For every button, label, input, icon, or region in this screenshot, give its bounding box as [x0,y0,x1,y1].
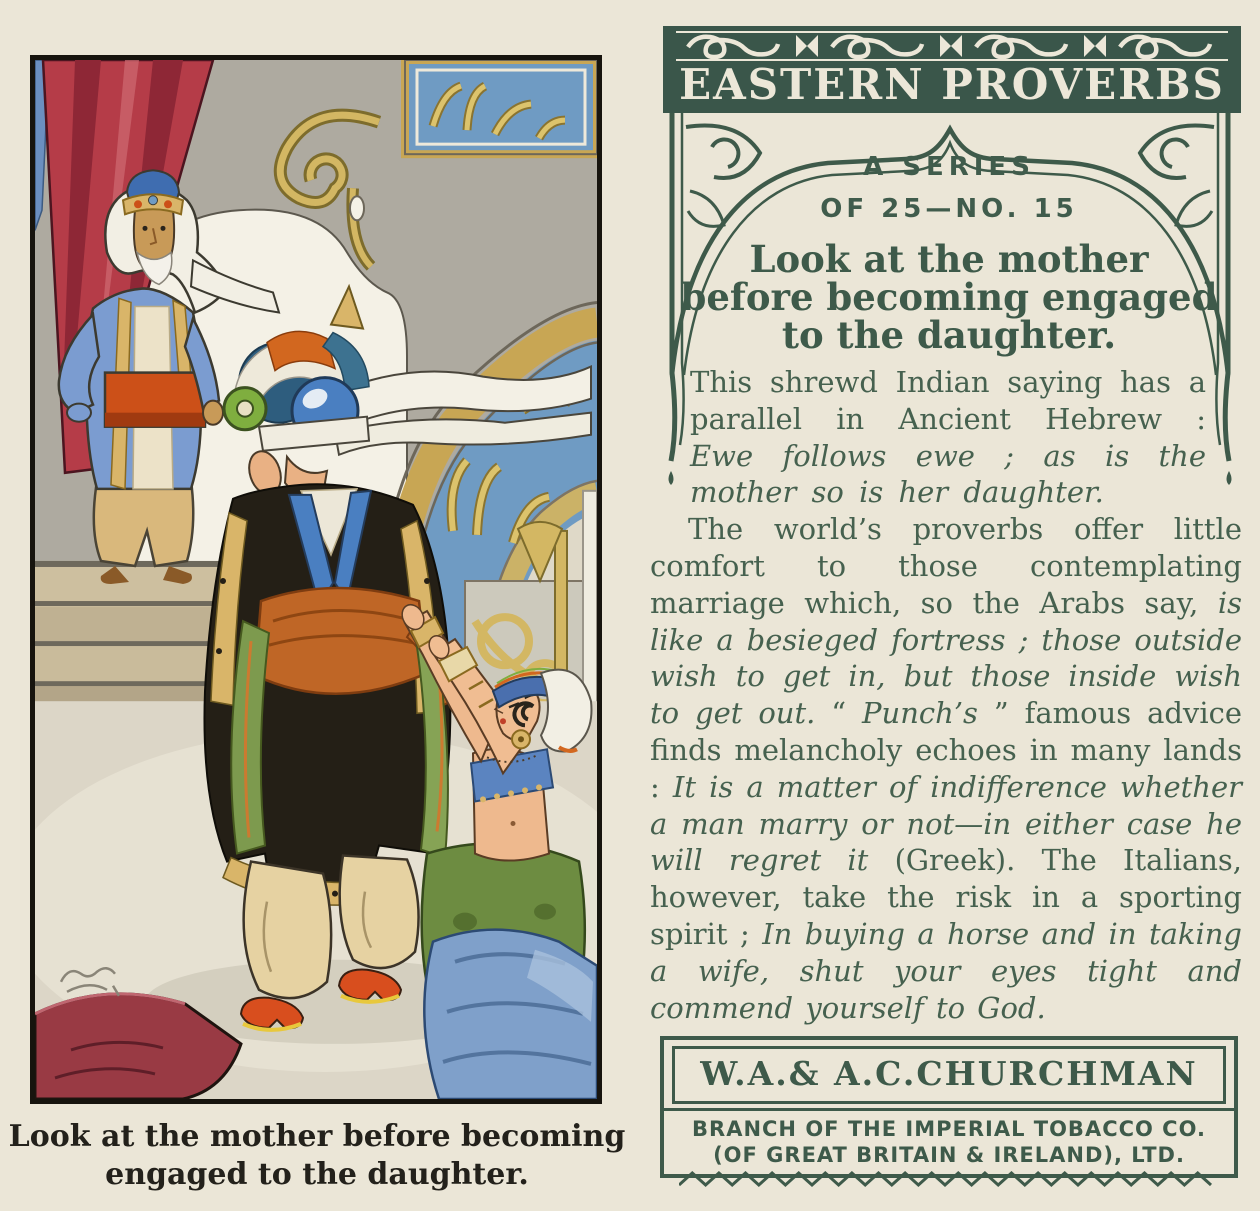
italic-text-segment: It is a matter of indifference whether a man marry or not—in either case he will regret it [650,769,1242,878]
proverb-title [680,237,1218,357]
illustration-svg [35,60,597,1099]
italic-text-segment: Punch’s [862,696,978,731]
blue-drape [424,930,597,1099]
caption-line-2: engaged to the daughter. [105,1157,529,1192]
header-band [663,26,1241,113]
caption-line-1: Look at the mother before becoming [8,1119,626,1154]
italic-text-segment: is like a besieged fortress ; those outside wish to get in, but those inside wish to get out. [650,585,1242,731]
card-series-title: EASTERN PROVERBS [679,60,1225,109]
branch-line-2: (OF GREAT BRITAIN & IRELAND), LTD. [713,1143,1185,1167]
maker-name: W.A.& A.C.CHURCHMAN [672,1046,1226,1104]
proverb-title-line-1: Look at the mother [749,237,1149,281]
proverb-title-line-2: before becoming engaged [680,275,1218,319]
text-segment: “ [815,696,863,731]
proverb-body [650,364,1242,1026]
body-paragraph-2 [650,511,1242,1026]
maker-branch [664,1116,1234,1168]
text-segment: The world’s proverbs offer little comfort to those contemplating marriage which, so the Arabs say, [650,512,1242,620]
maker-box [660,1036,1238,1178]
series-number: OF 25—NO. 15 [820,194,1078,224]
card-back [650,0,1248,1211]
text-segment: This shrewd Indian saying has a parallel in Ancient Hebrew : [690,365,1206,436]
body-paragraph-1 [650,364,1242,511]
calligraphy-panel [405,60,597,154]
proverb-title-line-3: to the daughter. [781,313,1117,357]
italic-text-segment: In buying a horse and in taking a wife, shut your eyes tight and commend yourself to God. [650,916,1242,1025]
text-segment: ” famous advice finds melancholy echoes in many lands : [650,696,1242,804]
zigzag-border [679,1171,1219,1189]
text-segment: (Greek). The Italians, however, take the risk in a sporting spirit ; [650,843,1243,951]
illustration-caption [0,1118,634,1194]
maker-divider [664,1108,1234,1111]
branch-line-1: BRANCH OF THE IMPERIAL TOBACCO CO. [692,1117,1206,1141]
arabesque-border [674,31,1230,61]
italic-text-segment: Ewe follows ewe ; as is the mother so is her daughter. [690,438,1206,510]
series-label: A SERIES [863,152,1035,182]
illustration-frame [30,55,602,1104]
